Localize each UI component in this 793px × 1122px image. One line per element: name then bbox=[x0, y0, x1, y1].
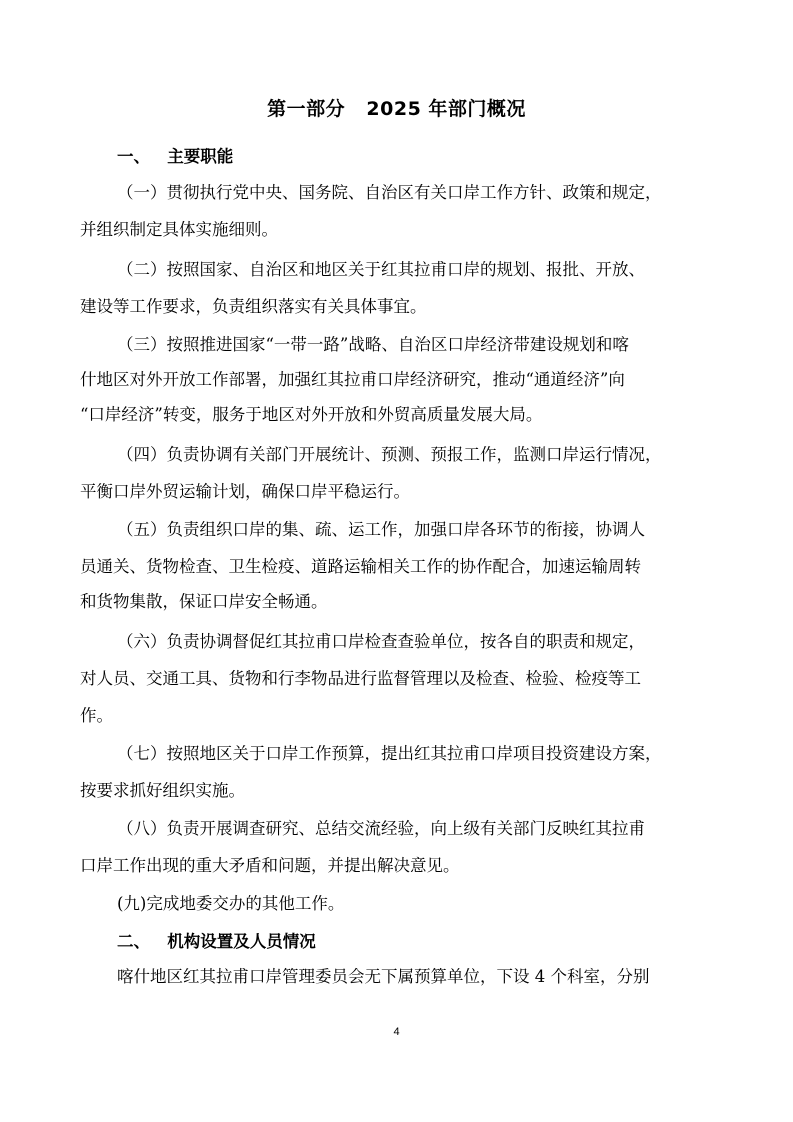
paragraph-5-line-3: 和货物集散，保证口岸安全畅通。 bbox=[80, 592, 328, 611]
paragraph-5-line-1: （五）负责组织口岸的集、疏、运工作，加强口岸各环节的衔接，协调人 bbox=[117, 520, 645, 539]
paragraph-3-line-1: （三）按照推进国家“一带一路”战略、自治区口岸经济带建设规划和喀 bbox=[117, 335, 629, 354]
page-number: 4 bbox=[393, 1026, 400, 1038]
paragraph-8-line-1: （八）负责开展调查研究、总结交流经验，向上级有关部门反映红其拉甫 bbox=[117, 819, 645, 838]
paragraph-2-line-1: （二）按照国家、自治区和地区关于红其拉甫口岸的规划、报批、开放、 bbox=[117, 260, 645, 279]
paragraph-3-line-3: “口岸经济”转变，服务于地区对外开放和外贸高质量发展大局。 bbox=[80, 405, 543, 424]
paragraph-4-line-2: 平衡口岸外贸运输计划，确保口岸平稳运行。 bbox=[80, 482, 410, 501]
page-title: 第一部分 2025 年部门概况 bbox=[267, 98, 526, 120]
paragraph-5-line-2: 员通关、货物检查、卫生检疫、道路运输相关工作的协作配合，加速运输周转 bbox=[80, 557, 641, 576]
paragraph-6-line-1: （六）负责协调督促红其拉甫口岸检查查验单位，按各自的职责和规定， bbox=[117, 632, 645, 651]
section-2-line-1: 喀什地区红其拉甫口岸管理委员会无下属预算单位，下设 4 个科室，分别 bbox=[117, 967, 650, 986]
paragraph-7-line-1: （七）按照地区关于口岸工作预算，提出红其拉甫口岸项目投资建设方案， bbox=[117, 744, 662, 763]
section-heading-organization: 二、 机构设置及人员情况 bbox=[117, 932, 316, 951]
paragraph-4-line-1: （四）负责协调有关部门开展统计、预测、预报工作，监测口岸运行情况， bbox=[117, 445, 662, 464]
paragraph-8-line-2: 口岸工作出现的重大矛盾和问题，并提出解决意见。 bbox=[80, 856, 460, 875]
paragraph-6-line-2: 对人员、交通工具、货物和行李物品进行监督管理以及检查、检验、检疫等工 bbox=[80, 669, 641, 688]
paragraph-7-line-2: 按要求抓好组织实施。 bbox=[80, 781, 245, 800]
paragraph-6-line-3: 作。 bbox=[80, 706, 113, 725]
paragraph-1-line-2: 并组织制定具体实施细则。 bbox=[80, 220, 278, 239]
paragraph-2-line-2: 建设等工作要求，负责组织落实有关具体事宜。 bbox=[80, 297, 427, 316]
section-heading-functions: 一、 主要职能 bbox=[117, 147, 234, 166]
paragraph-3-line-2: 什地区对外开放工作部署，加强红其拉甫口岸经济研究，推动“通道经济”向 bbox=[80, 370, 625, 389]
paragraph-1-line-1: （一）贯彻执行党中央、国务院、自治区有关口岸工作方针、政策和规定， bbox=[117, 183, 662, 202]
paragraph-9-line-1: (九)完成地委交办的其他工作。 bbox=[117, 894, 345, 913]
